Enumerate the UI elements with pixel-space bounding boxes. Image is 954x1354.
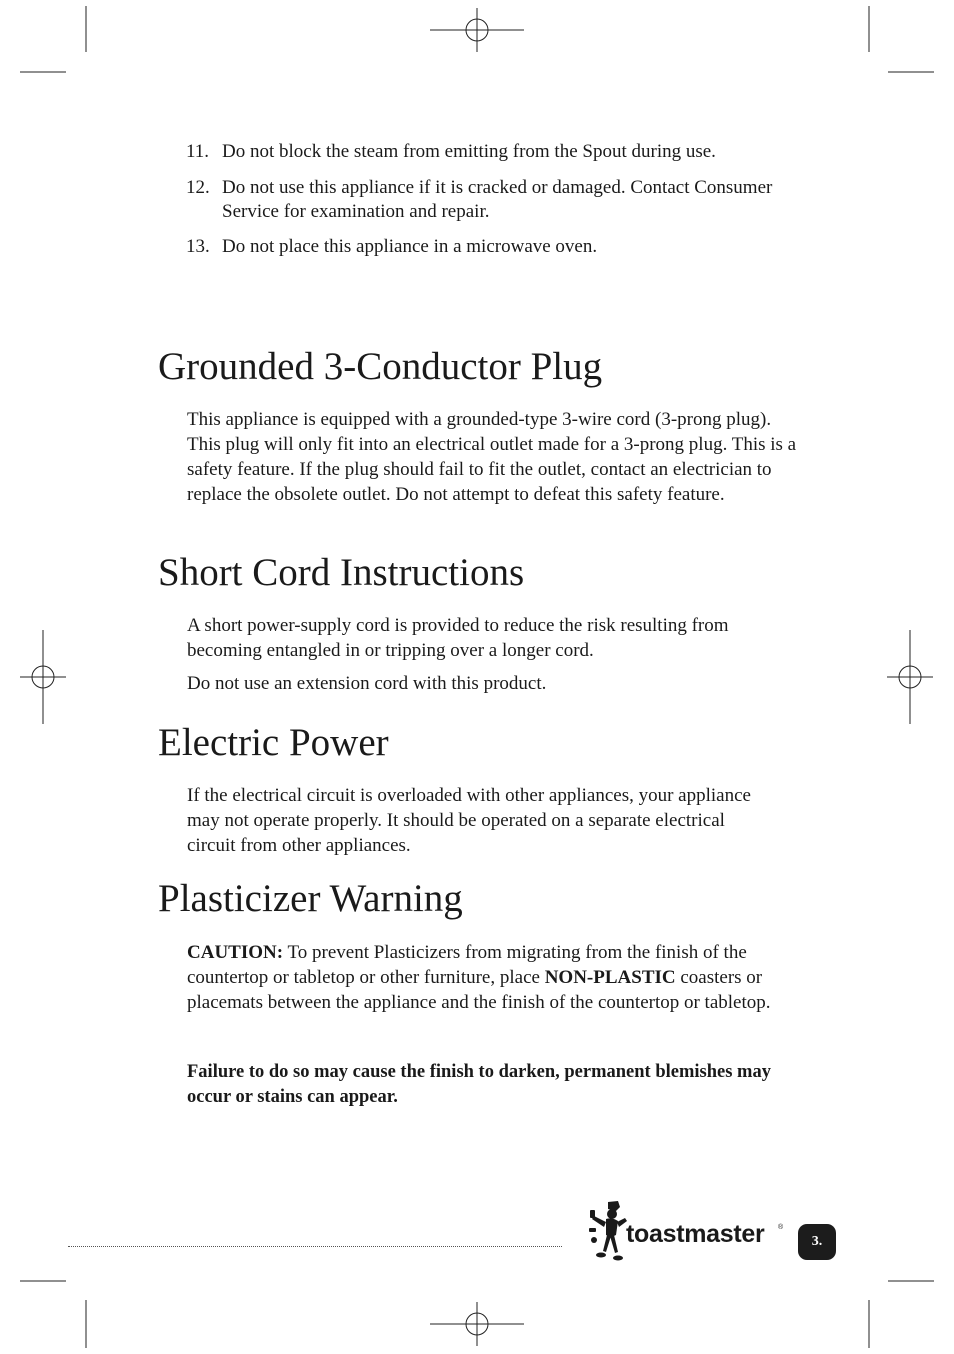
plasticizer-failure-warning: Failure to do so may cause the finish to darken, permanent blemishes may occur or stains can appear. (187, 1062, 771, 1107)
footer-dotted-rule (68, 1246, 562, 1247)
page-number-badge: 3. (798, 1224, 836, 1260)
grounded-plug-body: This appliance is equipped with a grounded-type 3-wire cord (3-prong plug). This plug will only fit into an electrical outlet made for a 3-prong plug. This is a safety feature. If the plug should fail to fit the outlet, contact an electrician to replace the obsolete outlet. Do not attempt to defeat this safety feature. (187, 409, 797, 505)
section-heading-plasticizer-warning: Plasticizer Warning (158, 877, 463, 920)
caution-label: CAUTION: (187, 942, 284, 963)
list-number: 12. (186, 177, 210, 198)
section-heading-short-cord: Short Cord Instructions (158, 551, 525, 594)
brand-wordmark: toastmaster (626, 1220, 765, 1248)
list-text: Do not use this appliance if it is cracked or damaged. Contact Consumer Service for examination and repair. (222, 177, 773, 222)
list-text: Do not block the steam from emitting from the Spout during use. (222, 141, 716, 162)
short-cord-extension-note: Do not use an extension cord with this product. (187, 673, 547, 694)
list-text: Do not place this appliance in a microwave oven. (222, 236, 598, 257)
list-number: 13. (186, 236, 210, 257)
list-item (186, 235, 826, 259)
toastmaster-logo (586, 1200, 792, 1266)
electric-power-body: If the electrical circuit is overloaded with other appliances, your appliance may not operate properly. It should be operated on a separate electrical circuit from other appliances. (187, 785, 751, 856)
caution-text: To prevent Plasticizers from migrating from the finish of the countertop or tabletop or other furniture, place (187, 942, 747, 988)
section-heading-grounded-plug: Grounded 3-Conductor Plug (158, 345, 603, 388)
list-item (186, 176, 786, 224)
list-number: 11. (186, 141, 210, 162)
list-item (186, 140, 826, 164)
caution-text-continued: coasters or placemats between the appliance and the finish of the countertop or tabletop. (187, 967, 771, 1013)
registered-mark: ® (778, 1224, 784, 1231)
chef-figure-icon (586, 1200, 628, 1266)
plasticizer-caution (187, 940, 792, 1015)
short-cord-body: A short power-supply cord is provided to reduce the risk resulting from becoming entangled in or tripping over a longer cord. (187, 615, 729, 661)
section-heading-electric-power: Electric Power (158, 721, 389, 764)
non-plastic-label: NON-PLASTIC (544, 967, 676, 988)
